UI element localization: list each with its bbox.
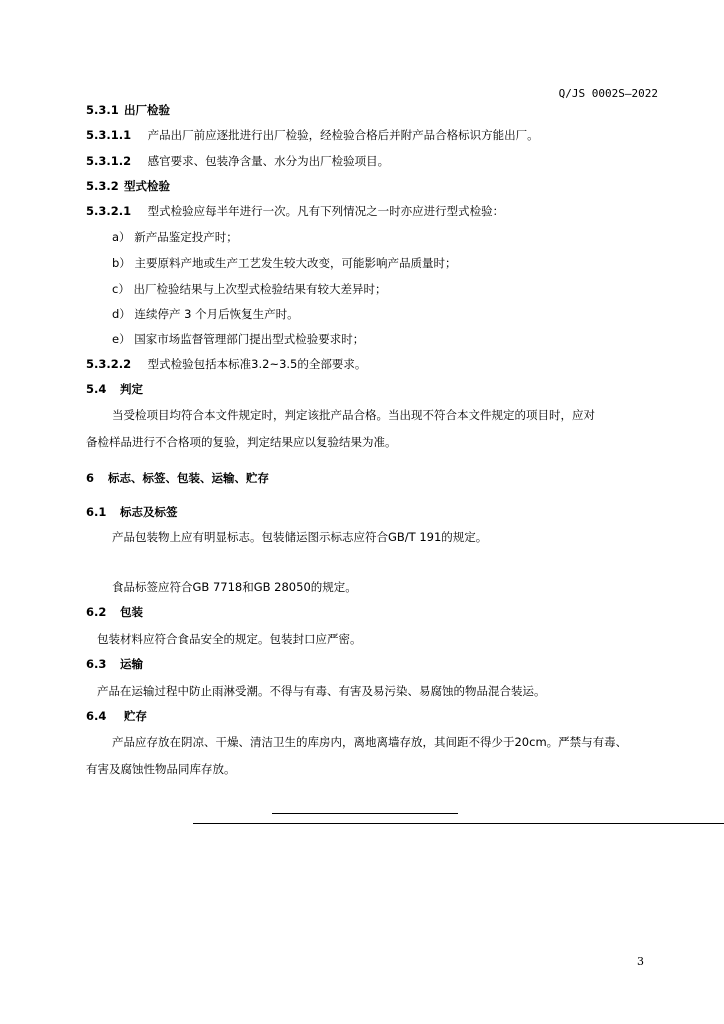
section-title: 型式检验 — [124, 179, 171, 193]
clause-5-3-2-2 — [86, 356, 366, 372]
clause-number: 5.3.2.2 — [86, 357, 132, 371]
section-number: 6.1 — [86, 505, 107, 519]
clause-5-3-1-2 — [86, 153, 389, 169]
clause-text: 型式检验包括本标准3.2~3.5的全部要求。 — [147, 357, 367, 371]
list-item: b） 主要原料产地或生产工艺发生较大改变，可能影响产品质量时； — [112, 256, 457, 270]
page-number: 3 — [637, 955, 644, 968]
section-6-2-heading — [86, 604, 143, 620]
clause-5-3-2-1 — [86, 203, 504, 219]
section-6-1-heading — [86, 504, 178, 520]
clause-text: 感官要求、包装净含量、水分为出厂检验项目。 — [147, 154, 390, 168]
section-number: 6.3 — [86, 657, 107, 671]
clause-number: 5.3.1.2 — [86, 154, 132, 168]
section-number: 6 — [86, 471, 95, 485]
paragraph-line: 有害及腐蚀性物品同库存放。 — [86, 762, 236, 776]
section-number: 5.3.1 — [86, 103, 119, 117]
list-item: c） 出厂检验结果与上次型式检验结果有较大差异时； — [112, 282, 387, 296]
list-item: d） 连续停产 3 个月后恢复生产时。 — [112, 307, 299, 321]
clause-text: 型式检验应每半年进行一次。凡有下列情况之一时亦应进行型式检验： — [147, 204, 505, 218]
clause-5-3-1-1 — [86, 127, 539, 143]
paragraph-line: 备检样品进行不合格项的复验，判定结果应以复验结果为准。 — [86, 435, 397, 449]
paragraph-line: 产品应存放在阴凉、干燥、清洁卫生的库房内，离地离墙存放，其间距不得少于20cm。严禁与有毒、 — [112, 735, 628, 749]
clause-text: 产品出厂前应逐批进行出厂检验，经检验合格后并附产品合格标识方能出厂。 — [147, 128, 539, 142]
footer-divider — [193, 823, 724, 824]
chapter-6-heading — [86, 470, 269, 486]
section-title: 运输 — [120, 657, 144, 671]
paragraph-line: 当受检项目均符合本文件规定时，判定该批产品合格。当出现不符合本文件规定的项目时，应对 — [112, 408, 595, 422]
section-title: 标志及标签 — [120, 505, 178, 519]
paragraph-line: 产品包装物上应有明显标志。包装储运图示标志应符合GB/T 191的规定。 — [112, 530, 488, 544]
paragraph-line: 食品标签应符合GB 7718和GB 28050的规定。 — [112, 580, 357, 594]
list-item: a） 新产品鉴定投产时； — [112, 230, 238, 244]
section-5-3-2-heading — [86, 178, 170, 194]
section-5-3-1-heading — [86, 102, 170, 118]
section-title: 出厂检验 — [124, 103, 171, 117]
section-6-3-heading — [86, 656, 143, 672]
list-item: e） 国家市场监督管理部门提出型式检验要求时； — [112, 332, 365, 346]
section-5-4-heading — [86, 381, 143, 397]
section-title: 包装 — [120, 605, 144, 619]
paragraph-line: 产品在运输过程中防止雨淋受潮。不得与有毒、有害及易污染、易腐蚀的物品混合装运。 — [97, 684, 546, 698]
section-title: 贮存 — [124, 709, 148, 723]
section-title: 标志、标签、包装、运输、贮存 — [108, 471, 270, 485]
clause-number: 5.3.1.1 — [86, 128, 132, 142]
section-number: 5.3.2 — [86, 179, 119, 193]
section-number: 6.4 — [86, 709, 107, 723]
document-code: Q/JS 0002S—2022 — [558, 87, 658, 100]
section-number: 5.4 — [86, 382, 107, 396]
section-6-4-heading — [86, 708, 147, 724]
paragraph-line: 包装材料应符合食品安全的规定。包装封口应严密。 — [97, 632, 362, 646]
end-of-text-rule — [272, 813, 458, 814]
clause-number: 5.3.2.1 — [86, 204, 132, 218]
section-number: 6.2 — [86, 605, 107, 619]
section-title: 判定 — [120, 382, 144, 396]
